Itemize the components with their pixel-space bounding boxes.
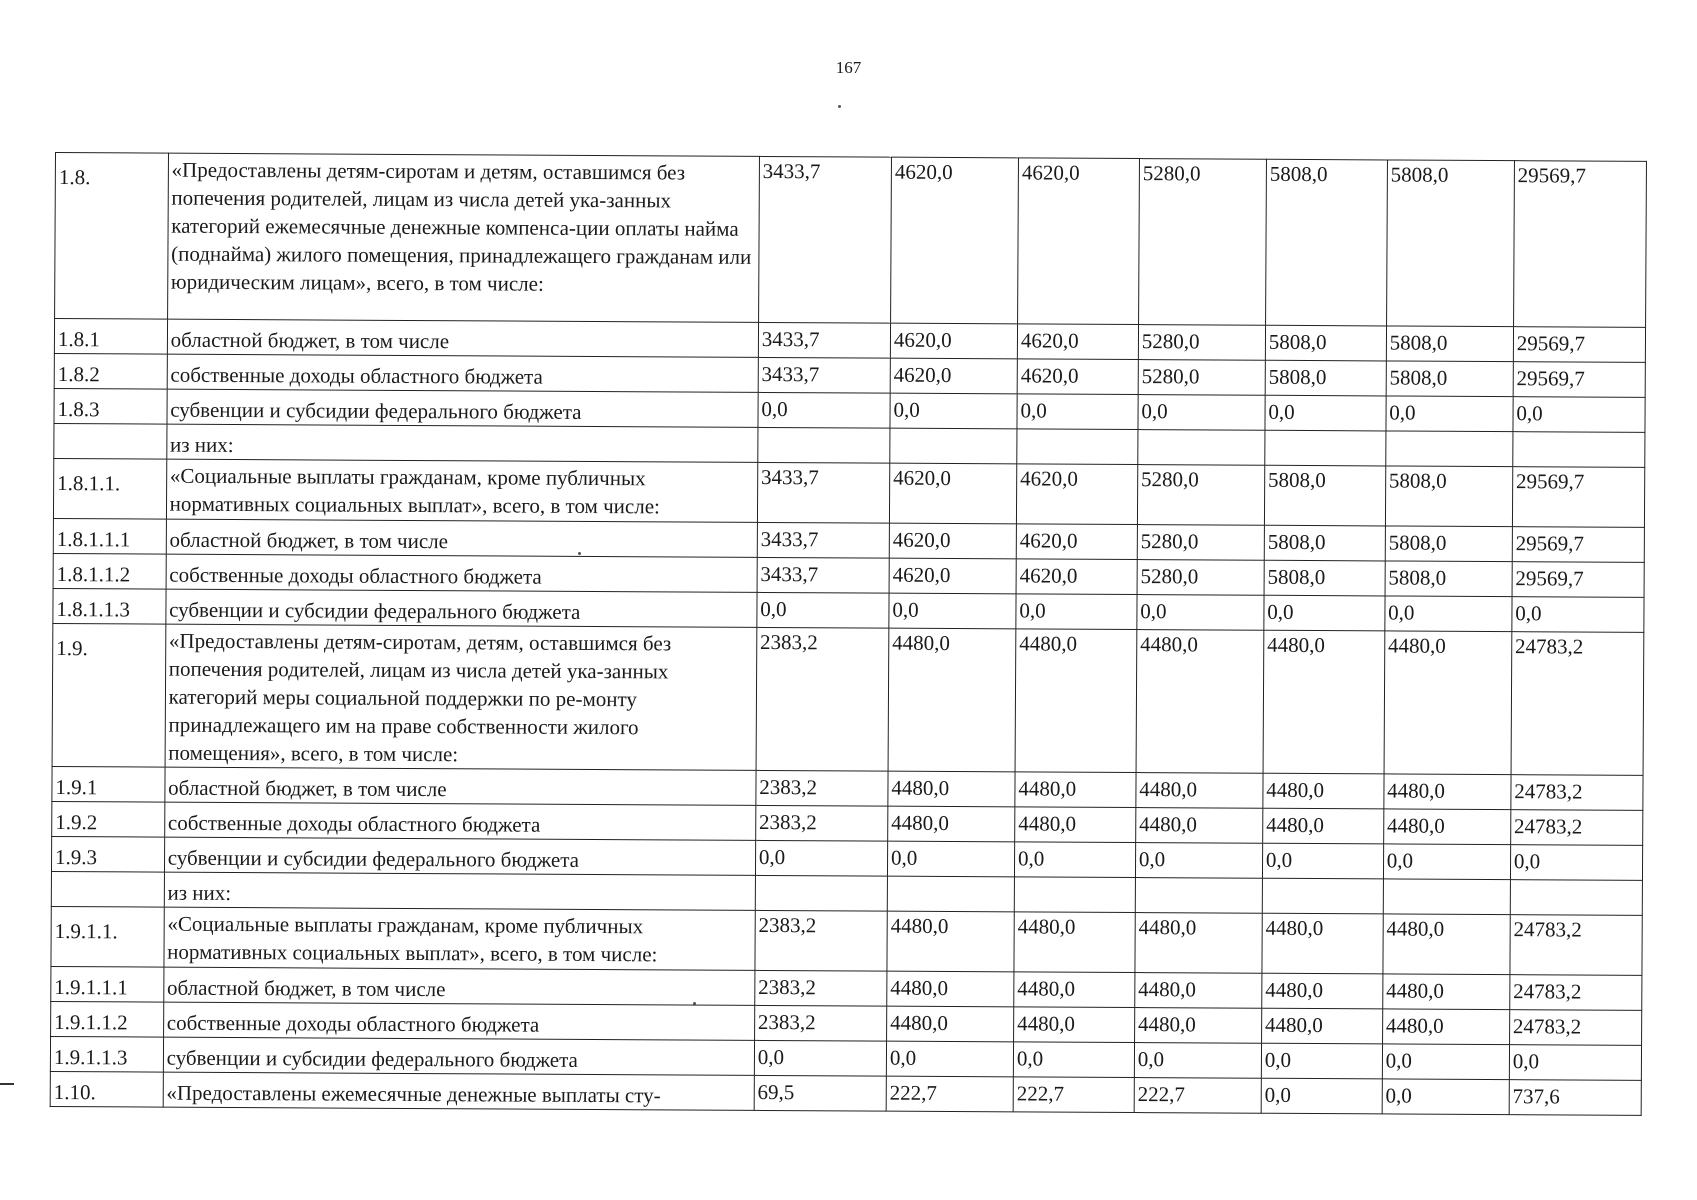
value-cell: 29569,7 [1512, 562, 1644, 598]
value-cell: 2383,2 [755, 805, 887, 841]
value-cell: 0,0 [1382, 1044, 1509, 1080]
value-cell: 0,0 [1017, 394, 1138, 430]
row-description-cell: субвенции и субсидии федерального бюджета [167, 389, 758, 427]
value-cell: 0,0 [1261, 1043, 1382, 1079]
value-cell: 4480,0 [1014, 912, 1135, 973]
row-description-cell: «Предоставлены детям-сиротам и детям, оставшимся без попечения родителей, лицам из числа детей ука-занных категорий ежемесячные денежные компенса-ции оплаты найма (поднайма) жилого помещения, принадлежащего гражданам или юридическим лицам», всего, в том числе: [167, 153, 759, 322]
value-cell [1135, 878, 1262, 914]
value-cell: 0,0 [1134, 1043, 1261, 1079]
value-cell: 4480,0 [1136, 808, 1263, 844]
row-number-cell: 1.8.2 [54, 353, 167, 389]
value-cell: 24783,2 [1510, 975, 1642, 1011]
value-cell: 4620,0 [1018, 158, 1140, 325]
value-cell [758, 427, 890, 463]
value-cell: 5280,0 [1137, 560, 1264, 596]
table-row [53, 458, 1644, 527]
value-cell: 222,7 [1134, 1078, 1261, 1114]
value-cell: 29569,7 [1512, 527, 1644, 563]
table-row [55, 153, 1647, 328]
value-cell: 0,0 [755, 840, 887, 876]
value-cell: 4480,0 [1383, 974, 1510, 1010]
value-cell: 4480,0 [1262, 973, 1383, 1009]
value-cell: 4480,0 [888, 628, 1016, 772]
value-cell: 0,0 [1261, 1078, 1382, 1114]
value-cell: 2383,2 [756, 770, 888, 806]
value-cell [755, 875, 887, 911]
value-cell: 5808,0 [1386, 361, 1513, 397]
value-cell: 0,0 [1137, 595, 1264, 631]
value-cell: 4620,0 [889, 523, 1016, 559]
value-cell: 4620,0 [1016, 464, 1137, 525]
row-number-cell: 1.9.3 [51, 836, 164, 872]
row-number-cell: 1.9.1 [52, 766, 165, 802]
value-cell: 5808,0 [1386, 326, 1513, 362]
value-cell [1513, 432, 1645, 468]
value-cell: 5808,0 [1385, 466, 1512, 527]
value-cell: 3433,7 [757, 522, 889, 558]
row-number-cell [51, 871, 164, 907]
row-number-cell: 1.8.1.1.1 [53, 518, 166, 554]
row-description-cell: из них: [166, 424, 757, 462]
value-cell: 0,0 [1386, 396, 1513, 432]
value-cell: 4620,0 [891, 157, 1019, 324]
value-cell: 0,0 [1013, 1042, 1134, 1078]
table-row [50, 1071, 1641, 1115]
value-cell: 29569,7 [1513, 327, 1645, 363]
row-number-cell: 1.8.3 [54, 388, 167, 424]
row-number-cell: 1.8.1 [54, 319, 167, 355]
value-cell: 4480,0 [1263, 773, 1384, 809]
value-cell: 4480,0 [1015, 772, 1136, 808]
row-description-cell: «Социальные выплаты гражданам, кроме публичных нормативных социальных выплат», всего, в том числе: [164, 907, 755, 970]
value-cell: 4480,0 [888, 806, 1015, 842]
row-number-cell: 1.8.1.1.3 [53, 588, 166, 624]
value-cell: 0,0 [1016, 594, 1137, 630]
value-cell: 3433,7 [757, 462, 889, 523]
value-cell: 4480,0 [1014, 972, 1135, 1008]
value-cell: 5808,0 [1265, 325, 1386, 361]
value-cell: 3433,7 [757, 557, 889, 593]
value-cell: 0,0 [758, 392, 890, 428]
value-cell: 4480,0 [1136, 773, 1263, 809]
value-cell [887, 876, 1014, 912]
value-cell: 4480,0 [1261, 1008, 1382, 1044]
value-cell: 4480,0 [1262, 913, 1383, 974]
value-cell: 4480,0 [1384, 774, 1511, 810]
row-number-cell: 1.9.2 [52, 801, 165, 837]
value-cell [1265, 430, 1386, 466]
value-cell: 4480,0 [1135, 913, 1262, 974]
value-cell: 0,0 [1385, 596, 1512, 632]
table-body [50, 153, 1646, 1116]
row-number-cell: 1.8.1.1. [53, 458, 166, 519]
page-number: 167 [835, 58, 862, 77]
table-row [52, 623, 1644, 775]
value-cell: 4480,0 [1382, 1009, 1509, 1045]
value-cell: 4620,0 [889, 558, 1016, 594]
value-cell: 24783,2 [1510, 810, 1642, 846]
value-cell: 4480,0 [1134, 1008, 1261, 1044]
row-description-cell: областной бюджет, в том числе [166, 519, 757, 557]
value-cell: 0,0 [1509, 1045, 1641, 1081]
value-cell: 4620,0 [1017, 324, 1138, 360]
row-number-cell: 1.8.1.1.2 [53, 553, 166, 589]
value-cell: 2383,2 [756, 627, 889, 771]
value-cell: 24783,2 [1510, 915, 1643, 976]
row-description-cell: субвенции и субсидии федерального бюджета [166, 589, 757, 627]
row-description-cell: областной бюджет, в том числе [165, 767, 756, 805]
value-cell [1510, 880, 1642, 916]
value-cell: 4480,0 [1263, 630, 1385, 774]
value-cell: 5280,0 [1138, 325, 1265, 361]
value-cell: 3433,7 [758, 156, 891, 323]
row-number-cell [54, 423, 167, 459]
value-cell: 4480,0 [887, 911, 1014, 972]
row-description-cell: собственные доходы областного бюджета [167, 354, 758, 392]
row-number-cell: 1.9.1.1.1 [51, 966, 164, 1002]
value-cell [890, 428, 1017, 464]
scan-speck [838, 105, 841, 108]
value-cell: 0,0 [1135, 843, 1262, 879]
row-description-cell: областной бюджет, в том числе [167, 319, 758, 357]
row-description-cell: субвенции и субсидии федерального бюджета [163, 1037, 754, 1075]
value-cell [1386, 431, 1513, 467]
value-cell: 0,0 [1382, 1079, 1509, 1115]
value-cell: 4480,0 [1014, 1007, 1135, 1043]
value-cell: 4620,0 [889, 463, 1016, 524]
row-number-cell: 1.9. [52, 623, 165, 767]
row-description-cell: «Предоставлены ежемесячные денежные выплаты сту- [163, 1072, 754, 1110]
table-row [51, 906, 1642, 975]
value-cell: 2383,2 [755, 910, 887, 971]
value-cell: 29569,7 [1512, 467, 1645, 528]
value-cell: 0,0 [887, 841, 1014, 877]
value-cell: 5808,0 [1265, 360, 1386, 396]
value-cell: 3433,7 [758, 322, 890, 358]
value-cell: 4480,0 [1383, 809, 1510, 845]
value-cell: 29569,7 [1513, 161, 1646, 328]
value-cell: 4620,0 [890, 323, 1017, 359]
value-cell [1014, 877, 1135, 913]
value-cell [1383, 879, 1510, 915]
value-cell: 737,6 [1509, 1080, 1641, 1116]
row-description-cell: собственные доходы областного бюджета [166, 554, 757, 592]
row-number-cell: 1.10. [50, 1071, 163, 1107]
margin-mark [0, 1083, 14, 1085]
value-cell: 24783,2 [1509, 1010, 1641, 1046]
value-cell: 4480,0 [1015, 629, 1137, 773]
value-cell: 4480,0 [1384, 631, 1512, 775]
value-cell: 4620,0 [1016, 524, 1137, 560]
value-cell: 0,0 [1512, 597, 1644, 633]
row-number-cell: 1.8. [55, 153, 169, 320]
value-cell: 5280,0 [1137, 525, 1264, 561]
row-description-cell: собственные доходы областного бюджета [163, 1002, 754, 1040]
value-cell: 0,0 [1510, 845, 1642, 881]
row-number-cell: 1.9.1.1.3 [50, 1036, 163, 1072]
value-cell: 5808,0 [1264, 525, 1385, 561]
value-cell: 3433,7 [758, 357, 890, 393]
value-cell: 4620,0 [1017, 359, 1138, 395]
value-cell: 4480,0 [887, 971, 1014, 1007]
row-description-cell: «Предоставлены детям-сиротам, детям, оставшимся без попечения родителей, лицам из числа детей ука-занных категорий меры социальной поддержки по ре-монту принадлежащего им на праве собственности жилого помещения», всего, в том числе: [165, 624, 757, 770]
row-description-cell: из них: [164, 872, 755, 910]
value-cell: 0,0 [757, 592, 889, 628]
value-cell: 5808,0 [1385, 561, 1512, 597]
row-number-cell: 1.9.1.1.2 [51, 1001, 164, 1037]
value-cell: 5808,0 [1386, 160, 1514, 327]
value-cell [1017, 429, 1138, 465]
value-cell: 69,5 [754, 1075, 886, 1111]
value-cell: 24783,2 [1511, 632, 1644, 776]
value-cell: 4620,0 [890, 358, 1017, 394]
value-cell: 4480,0 [888, 771, 1015, 807]
row-description-cell: субвенции и субсидии федерального бюджета [164, 837, 755, 875]
value-cell: 4480,0 [1136, 630, 1264, 774]
row-description-cell: «Социальные выплаты гражданам, кроме публичных нормативных социальных выплат», всего, в том числе: [166, 459, 757, 522]
row-number-cell: 1.9.1.1. [51, 906, 164, 967]
value-cell: 5808,0 [1385, 526, 1512, 562]
value-cell [1138, 430, 1265, 466]
value-cell: 2383,2 [754, 1005, 886, 1041]
value-cell: 4480,0 [1015, 807, 1136, 843]
value-cell: 0,0 [754, 1040, 886, 1076]
budget-table [50, 152, 1647, 1116]
value-cell: 0,0 [1138, 395, 1265, 431]
value-cell: 0,0 [889, 593, 1016, 629]
value-cell: 5280,0 [1137, 465, 1264, 526]
value-cell: 0,0 [1014, 842, 1135, 878]
value-cell: 5280,0 [1138, 159, 1266, 326]
value-cell: 4480,0 [1135, 973, 1262, 1009]
row-description-cell: собственные доходы областного бюджета [164, 802, 755, 840]
value-cell: 2383,2 [755, 970, 887, 1006]
value-cell: 0,0 [886, 1041, 1013, 1077]
value-cell: 0,0 [1513, 397, 1645, 433]
value-cell: 5808,0 [1264, 465, 1385, 526]
value-cell: 29569,7 [1513, 362, 1645, 398]
value-cell: 4480,0 [1383, 914, 1510, 975]
value-cell: 0,0 [890, 393, 1017, 429]
value-cell: 4480,0 [887, 1006, 1014, 1042]
value-cell: 4480,0 [1263, 808, 1384, 844]
value-cell: 222,7 [886, 1076, 1013, 1112]
value-cell [1262, 878, 1383, 914]
value-cell: 5280,0 [1138, 360, 1265, 396]
value-cell: 0,0 [1264, 595, 1385, 631]
value-cell: 5808,0 [1265, 159, 1387, 326]
value-cell: 4620,0 [1016, 559, 1137, 595]
value-cell: 24783,2 [1511, 775, 1643, 811]
value-cell: 0,0 [1265, 395, 1386, 431]
value-cell: 222,7 [1013, 1077, 1134, 1113]
value-cell: 5808,0 [1264, 560, 1385, 596]
value-cell: 0,0 [1383, 844, 1510, 880]
value-cell: 0,0 [1262, 843, 1383, 879]
row-description-cell: областной бюджет, в том числе [163, 967, 754, 1005]
